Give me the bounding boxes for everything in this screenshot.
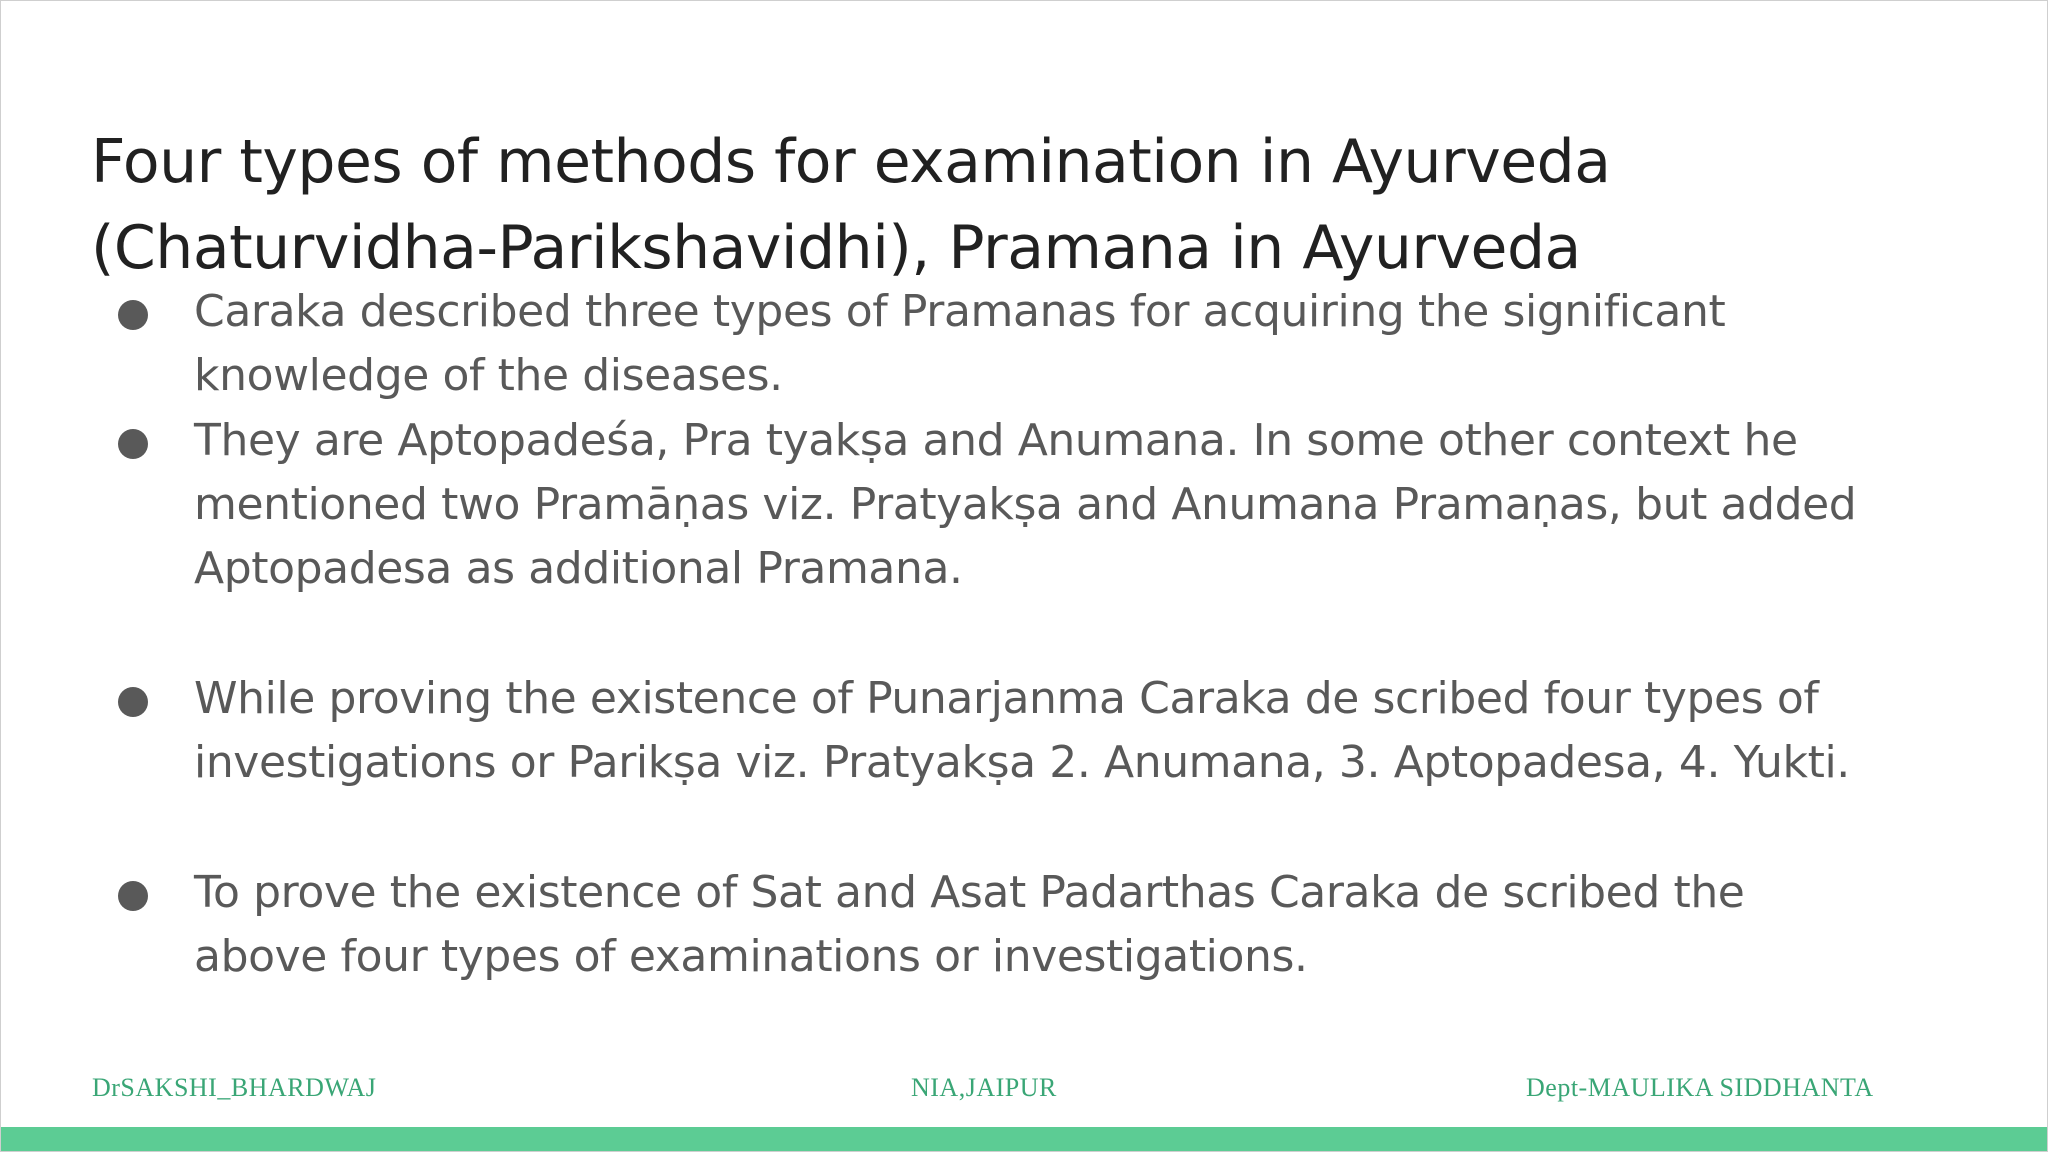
- bullet-dot-icon: [118, 429, 148, 459]
- bullet-text-line: They are Aptopadeśa, Pra tyakṣa and Anumana. In some other context he: [194, 415, 1798, 466]
- slide-title-line-2: (Chaturvidha-Parikshavidhi), Pramana in Ayurveda: [91, 213, 1581, 283]
- bottom-accent-bar: [1, 1127, 2047, 1151]
- bullet-item: [194, 409, 1974, 601]
- bullet-text-line: While proving the existence of Punarjanma Caraka de scribed four types of: [194, 673, 1819, 724]
- bullet-text-line: knowledge of the diseases.: [194, 350, 783, 401]
- bullet-text-line: above four types of examinations or investigations.: [194, 931, 1308, 982]
- bullet-text-line: Caraka described three types of Pramanas for acquiring the significant: [194, 286, 1726, 337]
- bullet-text-line: investigations or Parikṣa viz. Pratyakṣa 2. Anumana, 3. Aptopadesa, 4. Yukti.: [194, 737, 1850, 788]
- slide-title: [91, 119, 1951, 291]
- slide-title-line-1: Four types of methods for examination in Ayurveda: [91, 127, 1611, 197]
- bullet-dot-icon: [118, 881, 148, 911]
- bullet-item: [194, 280, 1974, 408]
- bullet-item: [194, 667, 1974, 795]
- bullet-text-line: mentioned two Pramāṇas viz. Pratyakṣa and Anumana Pramaṇas, but added: [194, 479, 1857, 530]
- bullet-dot-icon: [118, 687, 148, 717]
- footer-department: Dept-MAULIKA SIDDHANTA: [1526, 1073, 1874, 1102]
- bullet-item: [194, 861, 1974, 989]
- bullet-dot-icon: [118, 300, 148, 330]
- footer-author: DrSAKSHI_BHARDWAJ: [92, 1073, 377, 1102]
- bullet-text-line: Aptopadesa as additional Pramana.: [194, 543, 963, 594]
- bullet-text-line: To prove the existence of Sat and Asat Padarthas Caraka de scribed the: [194, 867, 1745, 918]
- footer-institute: NIA,JAIPUR: [911, 1073, 1057, 1102]
